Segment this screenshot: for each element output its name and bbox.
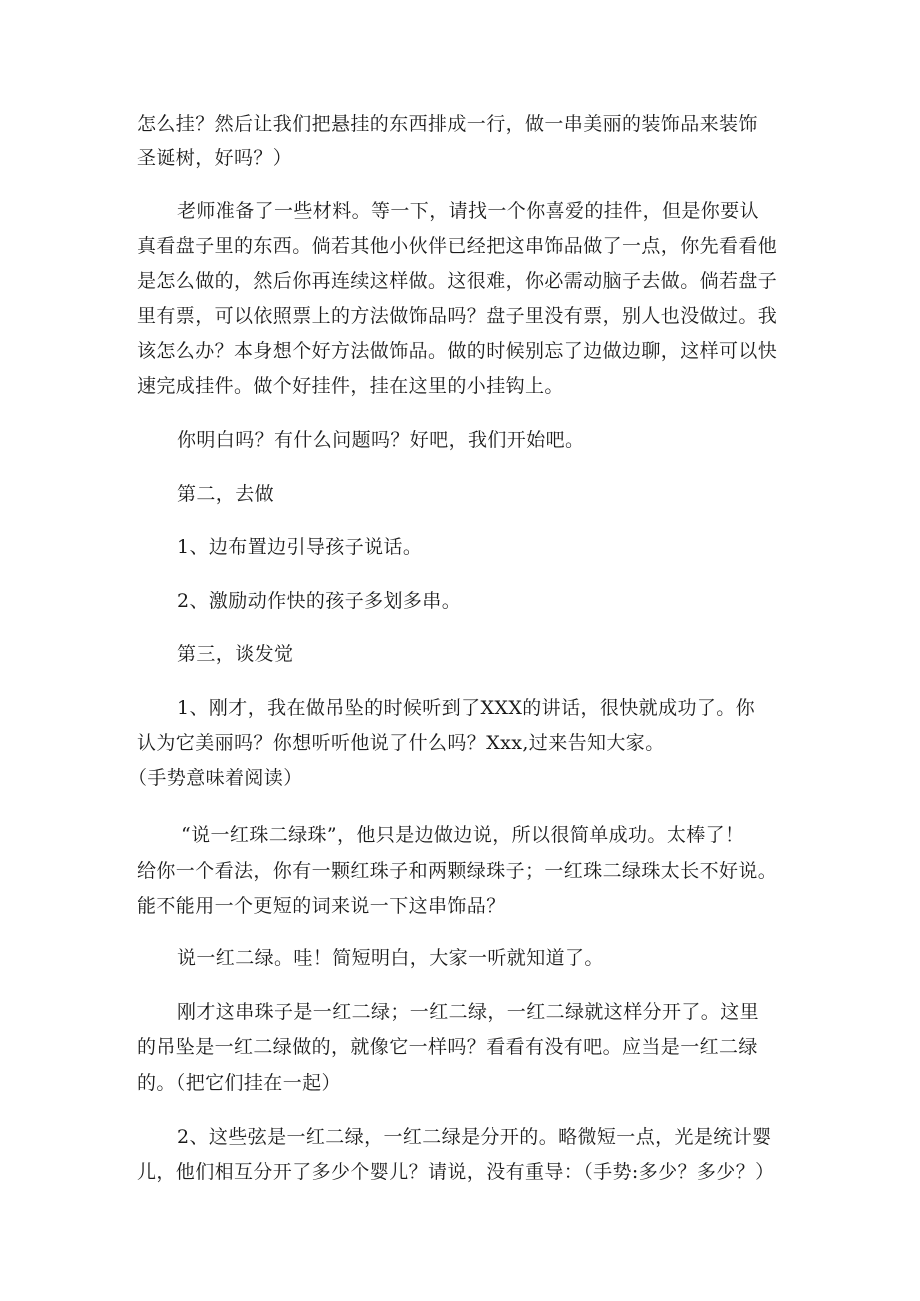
paragraph-8-line-2: 认为它美丽吗？你想听听他说了什么吗？Xxx,过来告知大家。	[137, 732, 665, 754]
paragraph-12-line-2: 儿，他们相互分开了多少个婴儿？请说，没有重导：（手势:多少？多少？）	[137, 1161, 775, 1183]
list-item-1: 1、边布置边引导孩子说话。	[177, 536, 423, 558]
paragraph-1-line-2: 圣诞树，好吗？）	[137, 147, 293, 169]
paragraph-12-line-1: 2、这些弦是一红二绿，一红二绿是分开的。略微短一点，光是统计婴	[177, 1126, 772, 1148]
paragraph-11-line-2: 的吊坠是一红二绿做的，就像它一样吗？看看有没有吧。应当是一红二绿	[137, 1036, 758, 1058]
paragraph-11-line-3: 的。（把它们挂在一起）	[137, 1072, 341, 1094]
paragraph-10-line-1: 说一红二绿。哇！简短明白，大家一听就知道了。	[177, 947, 604, 969]
paragraph-8-line-1: 1、刚才，我在做吊坠的时候听到了XXX的讲话，很快就成功了。你	[177, 697, 756, 719]
section-heading-do: 第二，去做	[177, 483, 275, 505]
list-item-2: 2、激励动作快的孩子多划多串。	[177, 590, 462, 612]
paragraph-2-line-6: 速完成挂件。做个好挂件，挂在这里的小挂钩上。	[137, 375, 564, 397]
paragraph-2-line-2: 真看盘子里的东西。倘若其他小伙伴已经把这串饰品做了一点，你先看看他	[137, 235, 778, 257]
paragraph-2-line-5: 该怎么办？本身想个好方法做饰品。做的时候别忘了边做边聊，这样可以快	[137, 340, 778, 362]
paragraph-3-line-1: 你明白吗？有什么问题吗？好吧，我们开始吧。	[177, 429, 585, 451]
paragraph-2-line-4: 里有票，可以依照票上的方法做饰品吗？盘子里没有票，别人也没做过。我	[137, 305, 778, 327]
paragraph-1-line-1: 怎么挂？然后让我们把悬挂的东西排成一行，做一串美丽的装饰品来装饰	[137, 113, 758, 135]
paragraph-9-line-1: “说一红珠二绿珠”，他只是边做边说，所以很简单成功。太棒了！	[181, 824, 745, 846]
paragraph-2-line-1: 老师准备了一些材料。等一下，请找一个你喜爱的挂件，但是你要认	[177, 200, 760, 222]
paragraph-11-line-1: 刚才这串珠子是一红二绿；一红二绿，一红二绿就这样分开了。这里	[177, 1001, 760, 1023]
paragraph-8-line-3: （手势意味着阅读）	[128, 767, 303, 789]
section-heading-discuss: 第三，谈发觉	[177, 643, 294, 665]
paragraph-2-line-3: 是怎么做的，然后你再连续这样做。这很难，你必需动脑子去做。倘若盘子	[137, 270, 778, 292]
paragraph-9-line-3: 能不能用一个更短的词来说一下这串饰品？	[137, 895, 506, 917]
paragraph-9-line-2: 给你一个看法，你有一颗红珠子和两颗绿珠子；一红珠二绿珠太长不好说。	[137, 860, 778, 882]
